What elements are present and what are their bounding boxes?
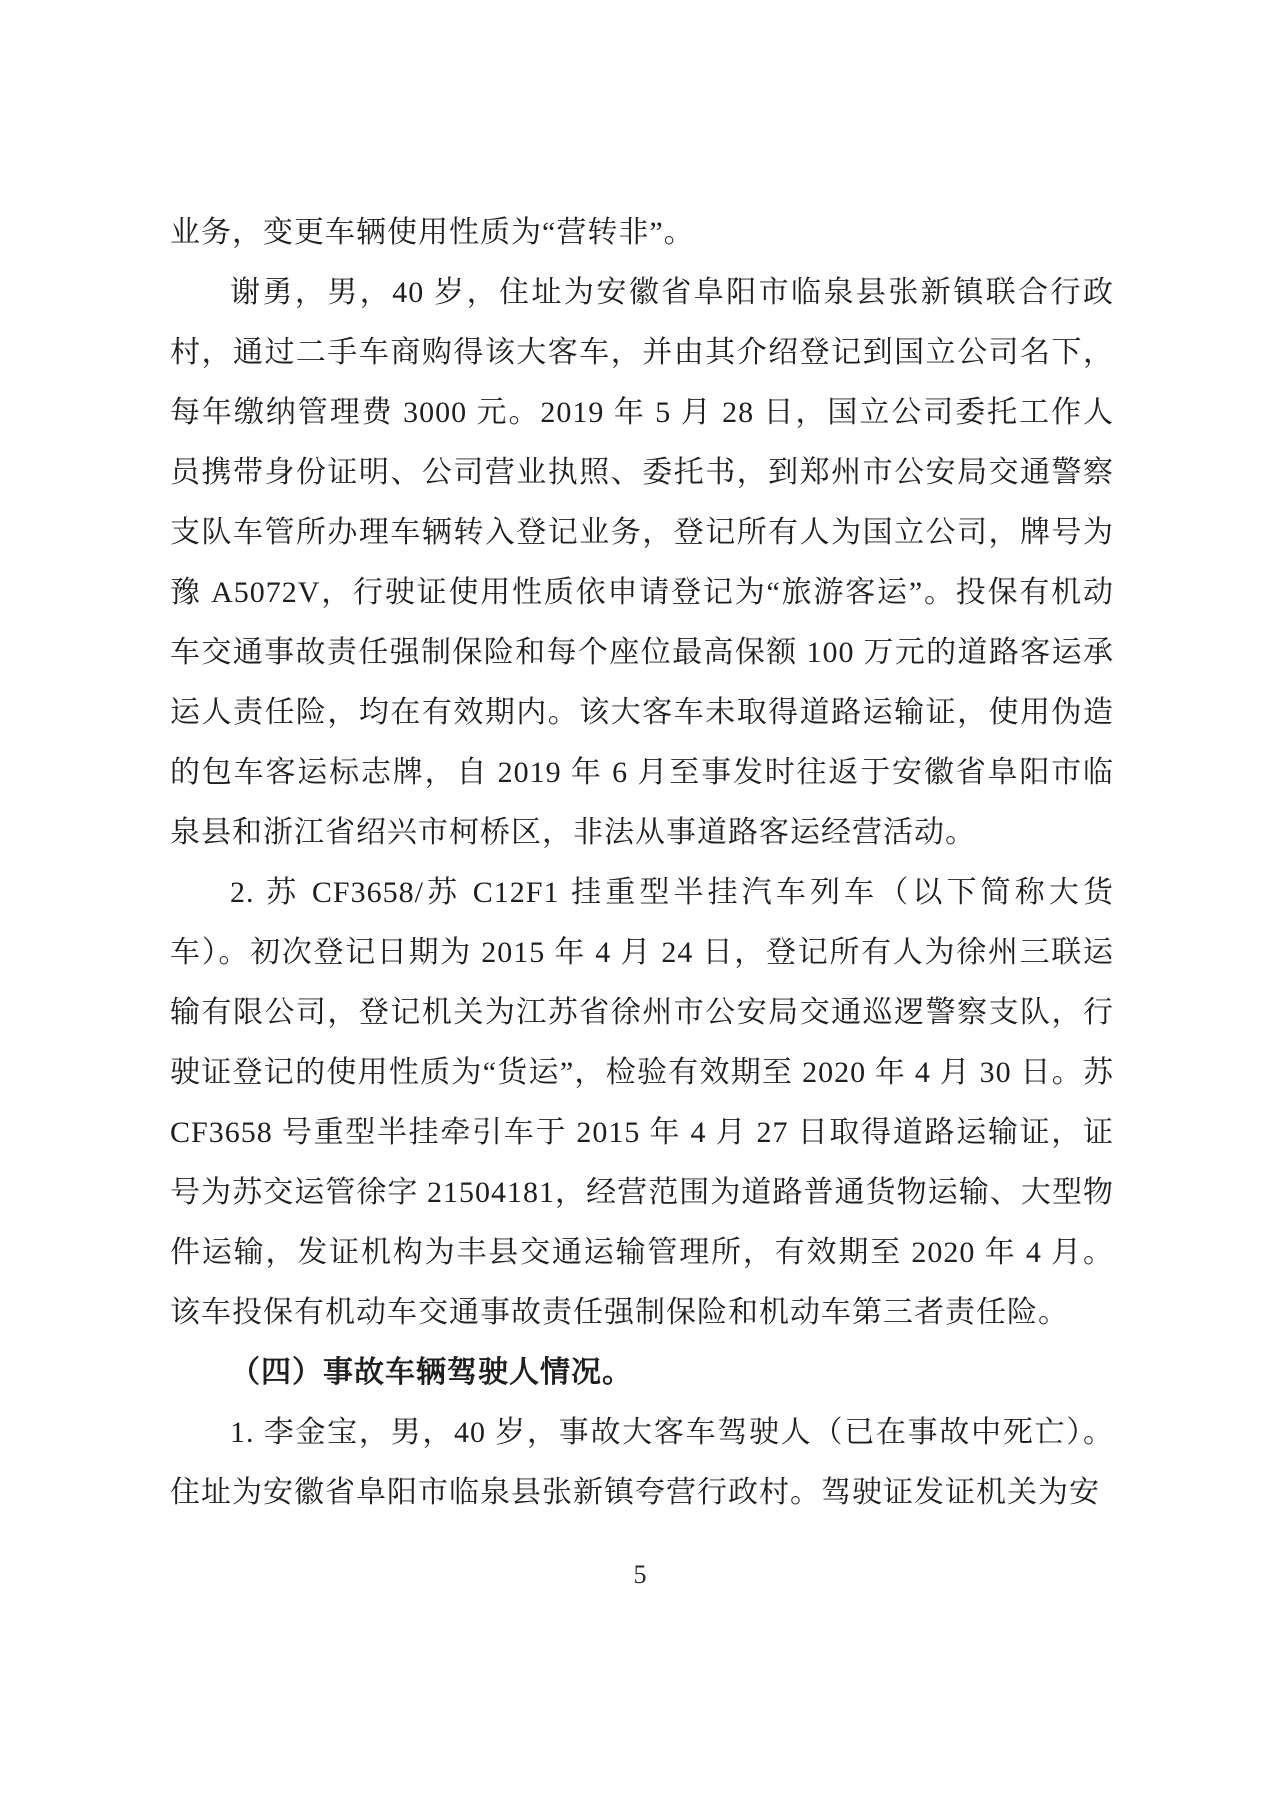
document-body [170,203,1114,1523]
paragraph-truck-registration: 2. 苏 CF3658/苏 C12F1 挂重型半挂汽车列车（以下简称大货车）。初次登记日期为 2015 年 4 月 24 日，登记所有人为徐州三联运输有限公司，登记机关为江苏省徐州市公安局交通巡逻警察支队，行驶证登记的使用性质为“货运”，检验有效期至 2020 年 4 月 30 日。苏 CF3658 号重型半挂牵引车于 2015 年 4 月 27 日取得道路运输证，证号为苏交运管徐字 21504181，经营范围为道路普通货物运输、大型物件运输，发证机构为丰县交通运输管理所，有效期至 2020 年 4 月。该车投保有机动车交通事故责任强制保险和机动车第三者责任险。 [170,876,1114,1329]
paragraph-continuation-yingzhuanfei: 业务，变更车辆使用性质为“营转非”。 [170,216,695,249]
paragraph-lijinbao-driver: 1. 李金宝，男，40 岁，事故大客车驾驶人（已在事故中死亡）。住址为安徽省阜阳市临泉县张新镇夸营行政村。驾驶证发证机关为安 [170,1416,1114,1509]
paragraph-xieyong-bus-owner: 谢勇，男，40 岁，住址为安徽省阜阳市临泉县张新镇联合行政村，通过二手车商购得该大客车，并由其介绍登记到国立公司名下，每年缴纳管理费 3000 元。2019 年 5 月 28 日，国立公司委托工作人员携带身份证明、公司营业执照、委托书，到郑州市公安局交通警察支队车管所办理车辆转入登记业务，登记所有人为国立公司，牌号为豫 A5072V，行驶证使用性质依申请登记为“旅游客运”。投保有机动车交通事故责任强制保险和每个座位最高保额 100 万元的道路客运承运人责任险，均在有效期内。该大客车未取得道路运输证，使用伪造的包车客运标志牌，自 2019 年 6 月至事发时往返于安徽省阜阳市临泉县和浙江省绍兴市柯桥区，非法从事道路客运经营活动。 [170,276,1114,849]
section-heading-drivers: （四）事故车辆驾驶人情况。 [230,1356,633,1389]
page-number: 5 [633,1560,647,1589]
